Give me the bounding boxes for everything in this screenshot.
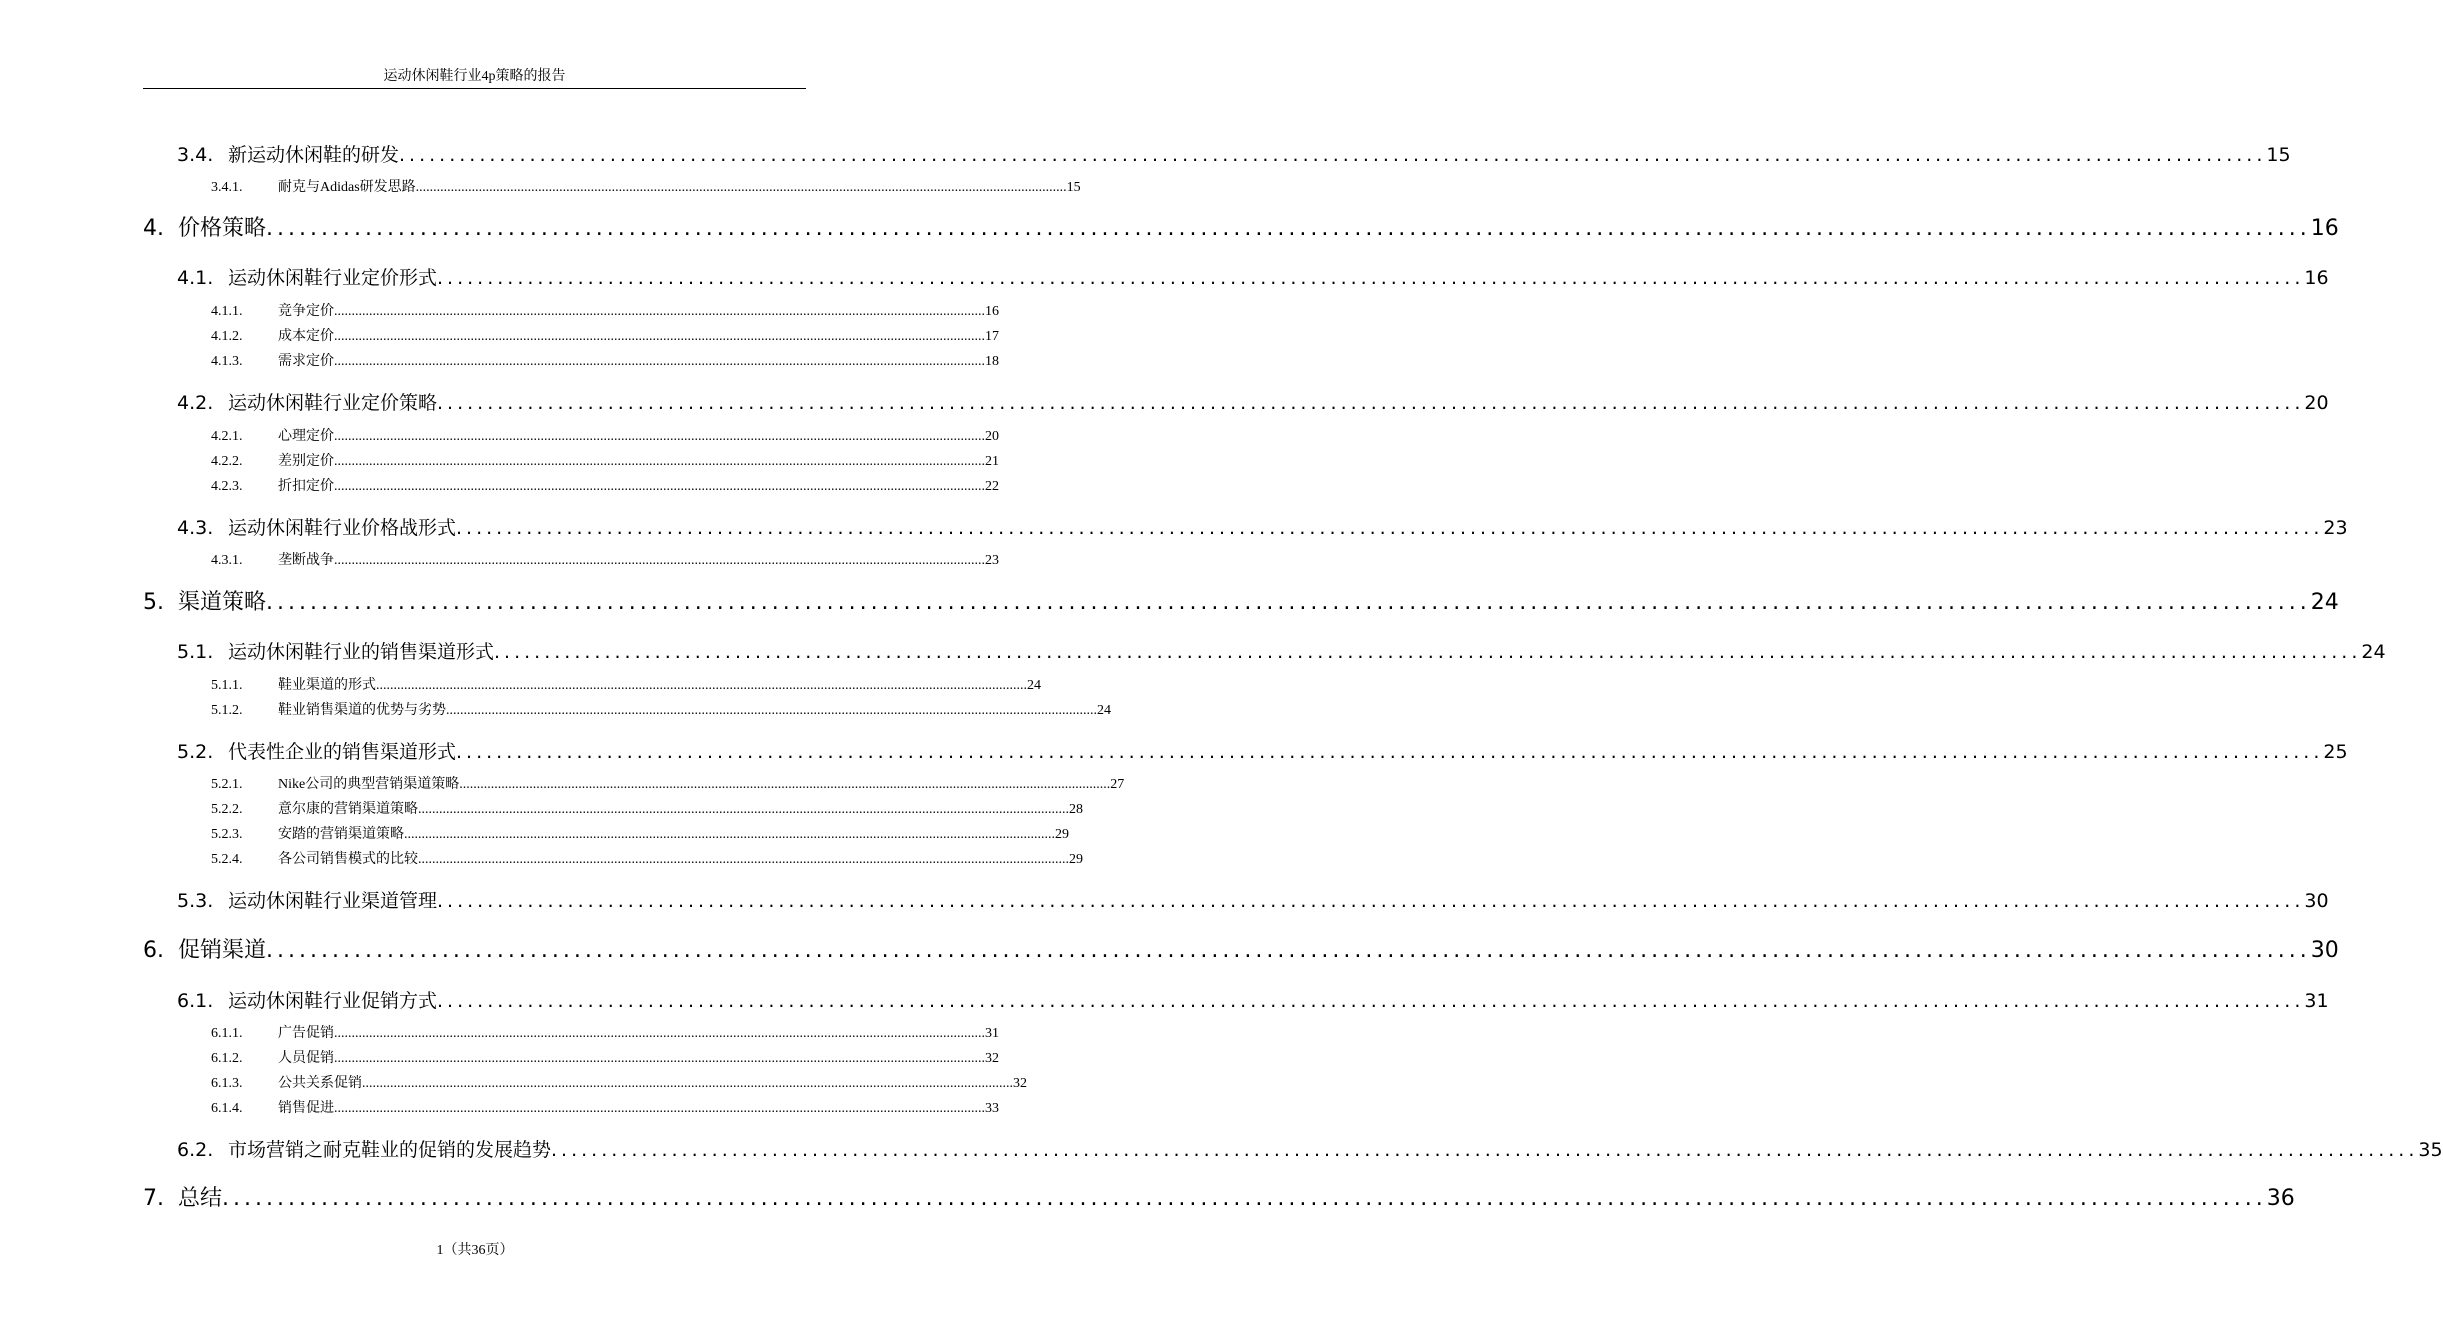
toc-entry-level-3[interactable] xyxy=(211,773,1125,793)
toc-entry-level-2[interactable] xyxy=(177,263,2329,289)
toc-entry-title: 鞋业销售渠道的优势与劣势 xyxy=(278,703,446,718)
toc-entry-title: 总结 xyxy=(178,1186,223,1211)
toc-entry-level-2[interactable] xyxy=(177,886,2329,912)
toc-entry-number: 6.1.4. xyxy=(211,1101,243,1116)
toc-entry-page: 25 xyxy=(2323,741,2348,763)
toc-entry-page: 20 xyxy=(985,429,999,444)
toc-entry-number: 4.1. xyxy=(177,267,214,289)
toc-entry-level-3[interactable] xyxy=(211,699,1111,719)
toc-dot-leader: .......................................................................................................................................................................................... xyxy=(415,180,1067,195)
toc-entry-title: 安踏的营销渠道策略 xyxy=(278,827,404,842)
toc-entry-number: 4. xyxy=(143,216,164,241)
toc-entry-title: 代表性企业的销售渠道形式 xyxy=(228,741,457,763)
toc-entry-title: 运动休闲鞋行业价格战形式 xyxy=(228,517,457,539)
toc-entry-page: 20 xyxy=(2304,392,2329,414)
toc-entry-title: 折扣定价 xyxy=(278,479,334,494)
toc-entry-number: 4.2.3. xyxy=(211,479,243,494)
toc-entry-number: 5.2.2. xyxy=(211,802,243,817)
page-header xyxy=(143,66,806,89)
toc-entry-number: 5.2.1. xyxy=(211,777,243,792)
toc-dot-leader: .......................................................................................................................................................................................... xyxy=(456,741,2324,763)
toc-entry-page: 32 xyxy=(985,1051,999,1066)
toc-entry-title: Nike公司的典型营销渠道策略 xyxy=(278,777,460,792)
toc-entry-number: 6. xyxy=(143,938,164,963)
toc-entry-number: 5.2.3. xyxy=(211,827,243,842)
toc-dot-leader: .......................................................................................................................................................................................... xyxy=(334,354,985,369)
toc-entry-page: 28 xyxy=(1069,802,1083,817)
toc-entry-page: 33 xyxy=(985,1101,999,1116)
toc-entry-page: 15 xyxy=(1066,180,1081,195)
toc-entry-level-3[interactable] xyxy=(211,1097,999,1117)
toc-entry-page: 16 xyxy=(2304,267,2329,289)
toc-dot-leader: .......................................................................................................................................................................................... xyxy=(376,678,1027,693)
toc-entry-title: 运动休闲鞋行业渠道管理 xyxy=(228,890,438,912)
toc-entry-title: 运动休闲鞋行业定价策略 xyxy=(228,392,438,414)
toc-entry-level-1[interactable] xyxy=(143,585,2339,615)
toc-entry-level-2[interactable] xyxy=(177,737,2348,763)
toc-entry-title: 运动休闲鞋行业定价形式 xyxy=(228,267,438,289)
toc-entry-number: 4.1.3. xyxy=(211,354,243,369)
toc-entry-level-3[interactable] xyxy=(211,549,999,569)
toc-entry-level-1[interactable] xyxy=(143,933,2339,963)
toc-entry-page: 15 xyxy=(2266,144,2291,166)
toc-dot-leader: .......................................................................................................................................................................................... xyxy=(404,827,1055,842)
toc-dot-leader: .......................................................................................................................................................................................... xyxy=(334,454,985,469)
toc-entry-number: 4.2.2. xyxy=(211,454,243,469)
toc-entry-level-3[interactable] xyxy=(211,350,999,370)
toc-entry-number: 6.1.3. xyxy=(211,1076,243,1091)
toc-entry-level-2[interactable] xyxy=(177,140,2291,166)
toc-entry-level-2[interactable] xyxy=(177,637,2386,663)
toc-entry-title: 人员促销 xyxy=(278,1051,334,1066)
toc-dot-leader: .......................................................................................................................................................................................... xyxy=(362,1076,1013,1091)
toc-dot-leader: .......................................................................................................................................................................................... xyxy=(266,590,2311,615)
toc-entry-number: 5. xyxy=(143,590,164,615)
toc-entry-title: 差别定价 xyxy=(278,454,334,469)
toc-entry-number: 4.2. xyxy=(177,392,214,414)
toc-entry-number: 5.1.2. xyxy=(211,703,243,718)
toc-entry-title: 各公司销售模式的比较 xyxy=(278,852,418,867)
toc-dot-leader: .......................................................................................................................................................................................... xyxy=(418,802,1069,817)
toc-entry-page: 29 xyxy=(1069,852,1083,867)
toc-dot-leader: .......................................................................................................................................................................................... xyxy=(437,267,2305,289)
toc-entry-level-3[interactable] xyxy=(211,1047,999,1067)
toc-entry-level-3[interactable] xyxy=(211,475,999,495)
toc-entry-title: 鞋业渠道的形式 xyxy=(278,678,376,693)
toc-entry-page: 31 xyxy=(985,1026,999,1041)
toc-entry-level-3[interactable] xyxy=(211,325,999,345)
toc-entry-page: 30 xyxy=(2310,938,2339,963)
toc-dot-leader: .......................................................................................................................................................................................... xyxy=(459,777,1111,792)
toc-entry-page: 21 xyxy=(985,454,999,469)
toc-entry-page: 24 xyxy=(2361,641,2386,663)
toc-dot-leader: .......................................................................................................................................................................................... xyxy=(446,703,1097,718)
toc-entry-title: 竞争定价 xyxy=(278,304,334,319)
toc-entry-number: 5.1. xyxy=(177,641,214,663)
toc-entry-number: 6.1.1. xyxy=(211,1026,243,1041)
toc-entry-title: 广告促销 xyxy=(278,1026,334,1041)
toc-dot-leader: .......................................................................................................................................................................................... xyxy=(266,216,2311,241)
toc-entry-level-2[interactable] xyxy=(177,986,2329,1012)
toc-entry-title: 意尔康的营销渠道策略 xyxy=(278,802,418,817)
toc-dot-leader: .......................................................................................................................................................................................... xyxy=(334,1051,985,1066)
toc-entry-level-3[interactable] xyxy=(211,848,1083,868)
page-footer xyxy=(0,1239,950,1259)
toc-entry-page: 29 xyxy=(1055,827,1069,842)
toc-entry-level-3[interactable] xyxy=(211,823,1069,843)
toc-entry-number: 3.4.1. xyxy=(211,180,243,195)
toc-entry-number: 5.3. xyxy=(177,890,214,912)
toc-entry-title: 运动休闲鞋行业的销售渠道形式 xyxy=(228,641,495,663)
toc-entry-page: 36 xyxy=(2266,1186,2295,1211)
toc-entry-page: 32 xyxy=(1013,1076,1027,1091)
toc-entry-number: 3.4. xyxy=(177,144,214,166)
toc-entry-page: 27 xyxy=(1110,777,1125,792)
toc-entry-page: 22 xyxy=(985,479,999,494)
toc-entry-title: 耐克与Adidas研发思路 xyxy=(278,180,416,195)
toc-entry-title: 心理定价 xyxy=(278,429,334,444)
toc-entry-page: 18 xyxy=(985,354,999,369)
toc-entry-level-3[interactable] xyxy=(211,176,1081,196)
toc-entry-page: 23 xyxy=(2323,517,2348,539)
toc-entry-level-2[interactable] xyxy=(177,1135,2443,1161)
toc-dot-leader: .......................................................................................................................................................................................... xyxy=(334,429,985,444)
toc-entry-title: 销售促进 xyxy=(278,1101,334,1116)
toc-entry-number: 5.1.1. xyxy=(211,678,243,693)
toc-entry-level-3[interactable] xyxy=(211,1072,1027,1092)
toc-entry-page: 24 xyxy=(1027,678,1041,693)
toc-entry-title: 公共关系促销 xyxy=(278,1076,362,1091)
toc-entry-title: 运动休闲鞋行业促销方式 xyxy=(228,990,438,1012)
toc-entry-number: 5.2.4. xyxy=(211,852,243,867)
toc-entry-page: 23 xyxy=(985,553,999,568)
header-title: 运动休闲鞋行业4p策略的报告 xyxy=(383,69,566,84)
toc-entry-level-3[interactable] xyxy=(211,425,999,445)
toc-entry-title: 垄断战争 xyxy=(278,553,334,568)
toc-entry-number: 7. xyxy=(143,1186,164,1211)
toc-entry-title: 促销渠道 xyxy=(178,938,267,963)
toc-entry-page: 24 xyxy=(2310,590,2339,615)
toc-dot-leader: .......................................................................................................................................................................................... xyxy=(334,304,985,319)
toc-entry-page: 16 xyxy=(985,304,999,319)
toc-dot-leader: .......................................................................................................................................................................................... xyxy=(334,479,985,494)
toc-entry-page: 24 xyxy=(1097,703,1111,718)
toc-entry-page: 17 xyxy=(985,329,999,344)
toc-entry-level-2[interactable] xyxy=(177,513,2348,539)
toc-dot-leader: .......................................................................................................................................................................................... xyxy=(437,990,2305,1012)
toc-entry-page: 31 xyxy=(2304,990,2329,1012)
toc-entry-level-3[interactable] xyxy=(211,300,999,320)
toc-entry-number: 6.2. xyxy=(177,1139,214,1161)
toc-dot-leader: .......................................................................................................................................................................................... xyxy=(456,517,2324,539)
toc-entry-title: 需求定价 xyxy=(278,354,334,369)
toc-entry-title: 渠道策略 xyxy=(178,590,267,615)
toc-dot-leader: .......................................................................................................................................................................................... xyxy=(494,641,2362,663)
toc-entry-level-3[interactable] xyxy=(211,674,1041,694)
toc-entry-level-2[interactable] xyxy=(177,388,2329,414)
toc-entry-number: 4.1.1. xyxy=(211,304,243,319)
toc-dot-leader: .......................................................................................................................................................................................... xyxy=(334,1026,985,1041)
toc-entry-page: 30 xyxy=(2304,890,2329,912)
toc-entry-number: 4.2.1. xyxy=(211,429,243,444)
toc-dot-leader: .......................................................................................................................................................................................... xyxy=(399,144,2267,166)
toc-entry-page: 35 xyxy=(2418,1139,2443,1161)
toc-entry-level-3[interactable] xyxy=(211,1022,999,1042)
toc-entry-number: 6.1. xyxy=(177,990,214,1012)
toc-dot-leader: .......................................................................................................................................................................................... xyxy=(551,1139,2419,1161)
page-number: 1（共36页） xyxy=(436,1243,514,1258)
toc-dot-leader: .......................................................................................................................................................................................... xyxy=(418,852,1069,867)
toc-dot-leader: .......................................................................................................................................................................................... xyxy=(222,1186,2267,1211)
toc-dot-leader: .......................................................................................................................................................................................... xyxy=(437,392,2305,414)
toc-entry-title: 市场营销之耐克鞋业的促销的发展趋势 xyxy=(228,1139,552,1161)
toc-dot-leader: .......................................................................................................................................................................................... xyxy=(334,329,985,344)
toc-dot-leader: .......................................................................................................................................................................................... xyxy=(334,553,985,568)
toc-entry-page: 16 xyxy=(2310,216,2339,241)
toc-entry-title: 成本定价 xyxy=(278,329,334,344)
toc-entry-level-3[interactable] xyxy=(211,798,1083,818)
toc-dot-leader: .......................................................................................................................................................................................... xyxy=(334,1101,985,1116)
toc-entry-title: 新运动休闲鞋的研发 xyxy=(228,144,400,166)
toc-entry-number: 4.3.1. xyxy=(211,553,243,568)
toc-entry-number: 6.1.2. xyxy=(211,1051,243,1066)
toc-entry-number: 4.1.2. xyxy=(211,329,243,344)
toc-entry-title: 价格策略 xyxy=(178,216,267,241)
toc-entry-number: 4.3. xyxy=(177,517,214,539)
toc-entry-level-1[interactable] xyxy=(143,211,2339,241)
toc-dot-leader: .......................................................................................................................................................................................... xyxy=(266,938,2311,963)
toc-entry-level-3[interactable] xyxy=(211,450,999,470)
toc-entry-level-1[interactable] xyxy=(143,1181,2295,1211)
toc-dot-leader: .......................................................................................................................................................................................... xyxy=(437,890,2305,912)
toc-entry-number: 5.2. xyxy=(177,741,214,763)
